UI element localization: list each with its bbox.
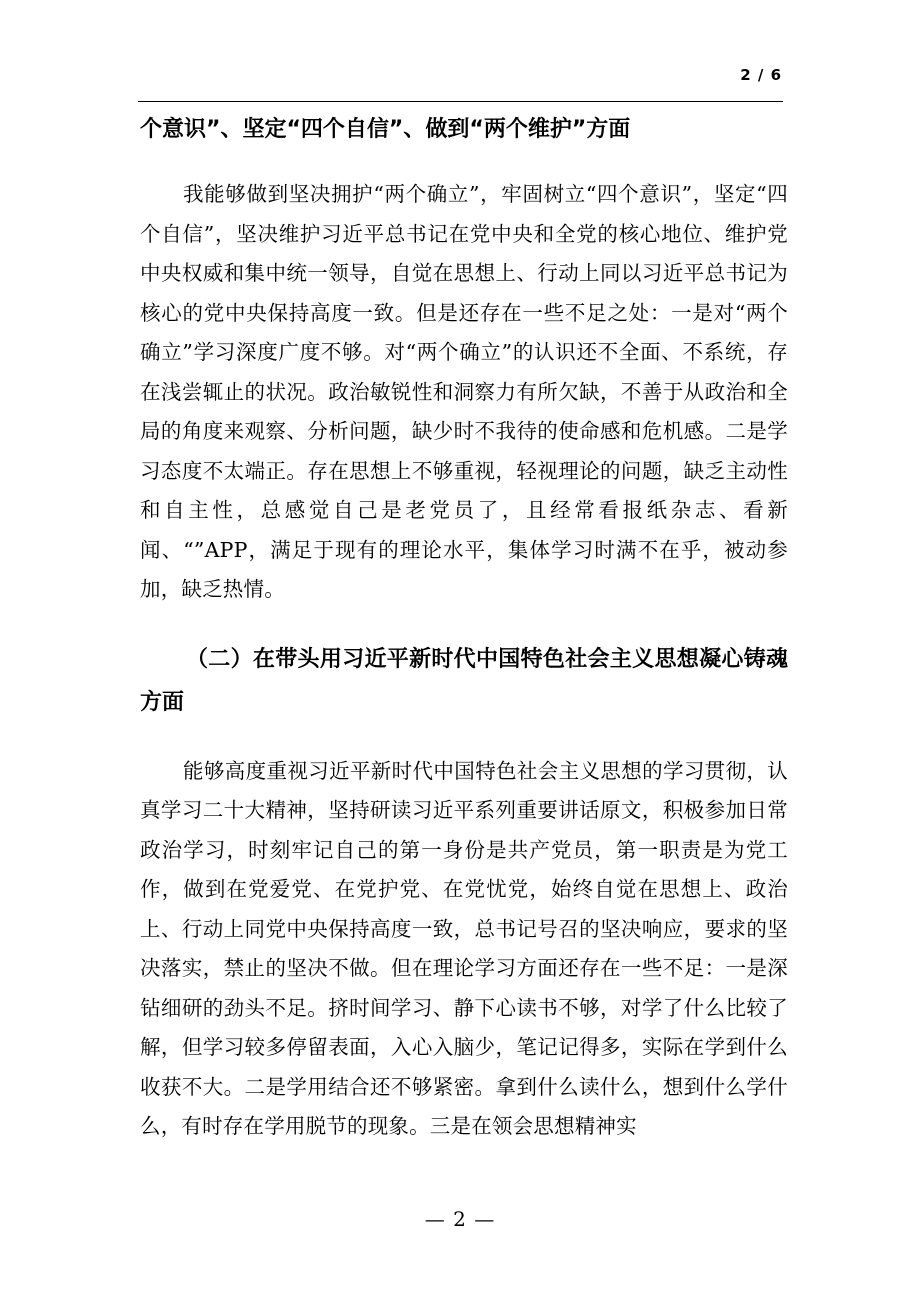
body-paragraph-1: 我能够做到坚决拥护“两个确立”，牢固树立“四个意识”，坚定“四个自信”，坚决维护习近平总书记在党中央和全党的核心地位、维护党中央权威和集中统一领导，自觉在思想上、行动上同以习近平总书记为核心的党中央保持高度一致。但是还存在一些不足之处：一是对“两个确立”学习深度广度不够。对“两个确立”的认识还不全面、不系统，存在浅尝辄止的状况。政治敏锐性和洞察力有所欠缺，不善于从政治和全局的角度来观察、分析问题，缺少时不我待的使命感和危机感。二是学习态度不太端正。存在思想上不够重视，轻视理论的问题，缺乏主动性和自主性，总感觉自己是老党员了，且经常看报纸杂志、看新闻、“”APP，满足于现有的理论水平，集体学习时满不在乎，被动参加，缺乏热情。 xyxy=(140,182,788,601)
document-body xyxy=(140,108,788,1147)
section-heading-2: （二）在带头用习近平新时代中国特色社会主义思想凝心铸魂方面 xyxy=(140,646,788,715)
page-number-footer: — 2 — xyxy=(424,1207,496,1231)
header-divider xyxy=(138,101,783,102)
body-paragraph-2: 能够高度重视习近平新时代中国特色社会主义思想的学习贯彻，认真学习二十大精神，坚持研读习近平系列重要讲话原文，积极参加日常政治学习，时刻牢记自己的第一身份是共产党员，第一职责是为党工作，做到在党爱党、在党护党、在党忧党，始终自觉在思想上、政治上、行动上同党中央保持高度一致，总书记号召的坚决响应，要求的坚决落实，禁止的坚决不做。但在理论学习方面还存在一些不足：一是深钻细研的劲头不足。挤时间学习、静下心读书不够，对学了什么比较了解，但学习较多停留表面，入心入脑少，笔记记得多，实际在学到什么收获不大。二是学用结合还不够紧密。拿到什么读什么，想到什么学什么，有时存在学用脱节的现象。三是在领会思想精神实 xyxy=(140,758,788,1138)
section-heading-continued: 个意识”、坚定“四个自信”、做到“两个维护”方面 xyxy=(140,117,631,142)
page-indicator: 2 / 6 xyxy=(740,66,782,84)
